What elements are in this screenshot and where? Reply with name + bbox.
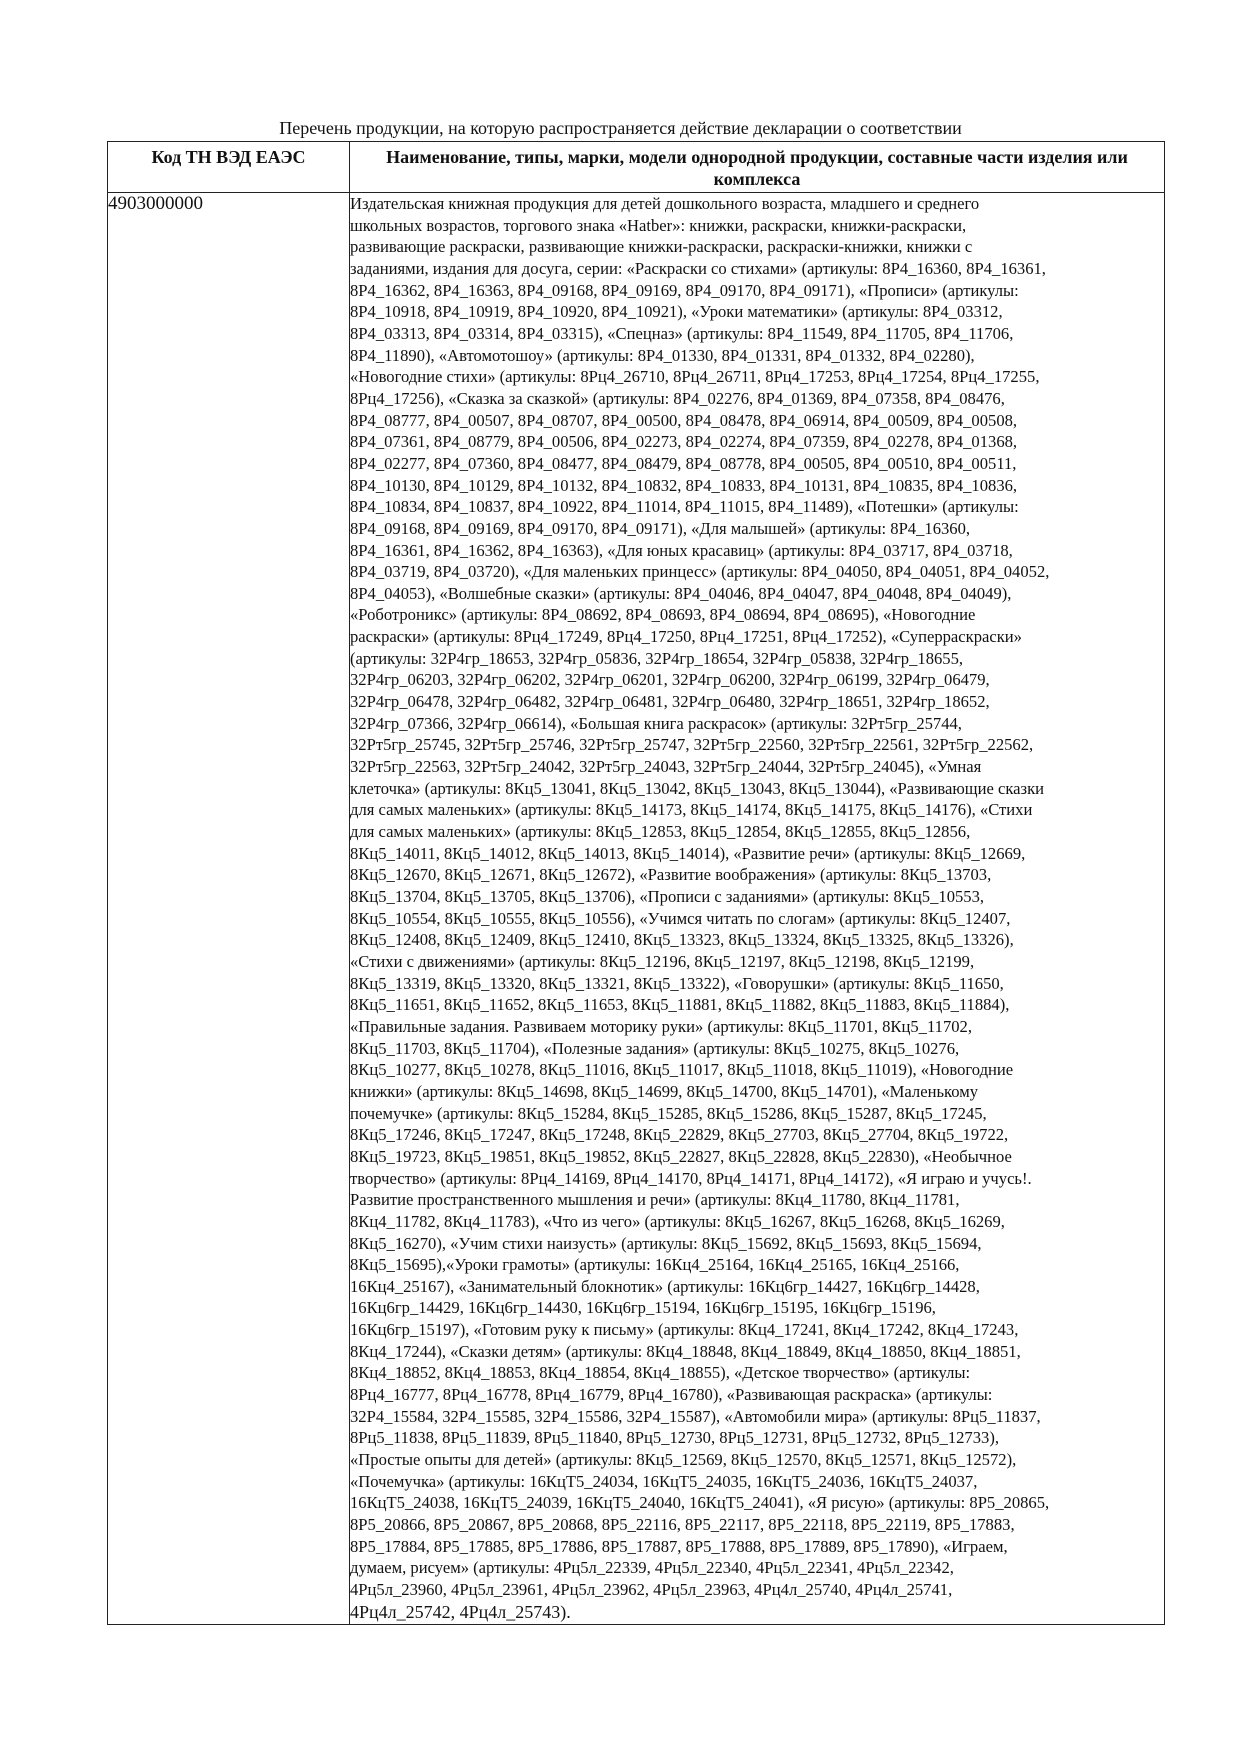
description-line: 8Кц5_13319, 8Кц5_13320, 8Кц5_13321, 8Кц5_13322), «Говорушки» (артикулы: 8Кц5_11650, bbox=[350, 973, 1004, 993]
description-line: 8Р4_04053), «Волшебные сказки» (артикулы: 8Р4_04046, 8Р4_04047, 8Р4_04048, 8Р4_04049), bbox=[350, 583, 1012, 603]
description-line: 8Р4_10918, 8Р4_10919, 8Р4_10920, 8Р4_10921), «Уроки математики» (артикулы: 8Р4_03312, bbox=[350, 302, 1003, 322]
description-line: 8Рц4_17256), «Сказка за сказкой» (артикулы: 8Р4_02276, 8Р4_01369, 8Р4_07358, 8Р4_08476, bbox=[350, 388, 1005, 408]
description-line: 8Р4_09168, 8Р4_09169, 8Р4_09170, 8Р4_09171), «Для малышей» (артикулы: 8Р4_16360, bbox=[350, 518, 971, 538]
description-line: 8Р4_07361, 8Р4_08779, 8Р4_00506, 8Р4_02273, 8Р4_02274, 8Р4_07359, 8Р4_02278, 8Р4_01368, bbox=[350, 432, 1018, 452]
description-line: 8Кц5_12408, 8Кц5_12409, 8Кц5_12410, 8Кц5_13323, 8Кц5_13324, 8Кц5_13325, 8Кц5_13326), bbox=[350, 930, 1014, 950]
description-line: 8Кц5_14011, 8Кц5_14012, 8Кц5_14013, 8Кц5_14014), «Развитие речи» (артикулы: 8Кц5_12669, bbox=[350, 843, 1026, 863]
description-line: 8Р4_03313, 8Р4_03314, 8Р4_03315), «Спецназ» (артикулы: 8Р4_11549, 8Р4_11705, 8Р4_11706, bbox=[350, 323, 1014, 343]
description-line: для самых маленьких» (артикулы: 8Кц5_14173, 8Кц5_14174, 8Кц5_14175, 8Кц5_14176), «Стихи bbox=[350, 800, 1033, 820]
description-line: 32Рт5гр_25745, 32Рт5гр_25746, 32Рт5гр_25747, 32Рт5гр_22560, 32Рт5гр_22561, 32Рт5гр_22562, bbox=[350, 735, 1034, 755]
row-code: 4903000000 bbox=[108, 193, 350, 1625]
description-line: 8Р4_10834, 8Р4_10837, 8Р4_10922, 8Р4_11014, 8Р4_11015, 8Р4_11489), «Потешки» (артикулы: bbox=[350, 497, 1019, 517]
description-line: 8Р4_10130, 8Р4_10129, 8Р4_10132, 8Р4_10832, 8Р4_10833, 8Р4_10131, 8Р4_10835, 8Р4_10836, bbox=[350, 475, 1018, 495]
description-line: клеточка» (артикулы: 8Кц5_13041, 8Кц5_13042, 8Кц5_13043, 8Кц5_13044), «Развивающие сказки bbox=[350, 778, 1045, 798]
description-line: школьных возрастов, торгового знака «Hatber»: книжки, раскраски, книжки-раскраски, bbox=[350, 215, 967, 235]
table-row bbox=[108, 193, 1165, 1625]
description-line: 32Р4_15584, 32Р4_15585, 32Р4_15586, 32Р4_15587), «Автомобили мира» (артикулы: 8Рц5_11837, bbox=[350, 1406, 1041, 1426]
description-line: (артикулы: 32Р4гр_18653, 32Р4гр_05836, 32Р4гр_18654, 32Р4гр_05838, 32Р4гр_18655, bbox=[350, 648, 964, 668]
description-line: думаем, рисуем» (артикулы: 4Рц5л_22339, 4Рц5л_22340, 4Рц5л_22341, 4Рц5л_22342, bbox=[350, 1558, 954, 1578]
table-header-row bbox=[108, 142, 1165, 193]
description-line: 4Рц4л_25742, 4Рц4л_25743). bbox=[350, 1601, 571, 1622]
description-line: 8Кц5_10277, 8Кц5_10278, 8Кц5_11016, 8Кц5_11017, 8Кц5_11018, 8Кц5_11019), «Новогодние bbox=[350, 1060, 1014, 1080]
description-line: 8Кц4_17244), «Сказки детям» (артикулы: 8Кц4_18848, 8Кц4_18849, 8Кц4_18850, 8Кц4_18851, bbox=[350, 1341, 1021, 1361]
description-line: 32Рт5гр_22563, 32Рт5гр_24042, 32Рт5гр_24043, 32Рт5гр_24044, 32Рт5гр_24045), «Умная bbox=[350, 757, 982, 777]
description-line: творчество» (артикулы: 8Рц4_14169, 8Рц4_14170, 8Рц4_14171, 8Рц4_14172), «Я играю и учусь!. bbox=[350, 1168, 1032, 1188]
description-line: 32Р4гр_07366, 32Р4гр_06614), «Большая книга раскрасок» (артикулы: 32Рт5гр_25744, bbox=[350, 713, 962, 733]
description-line: 8Кц5_17246, 8Кц5_17247, 8Кц5_17248, 8Кц5_22829, 8Кц5_27703, 8Кц5_27704, 8Кц5_19722, bbox=[350, 1125, 1009, 1145]
description-line: 8Рц4_16777, 8Рц4_16778, 8Рц4_16779, 8Рц4_16780), «Развивающая раскраска» (артикулы: bbox=[350, 1385, 993, 1405]
description-line: 8Р4_03719, 8Р4_03720), «Для маленьких принцесс» (артикулы: 8Р4_04050, 8Р4_04051, 8Р4_04052, bbox=[350, 562, 1050, 582]
description-line: 8Кц5_15695),«Уроки грамоты» (артикулы: 16Кц4_25164, 16Кц4_25165, 16Кц4_25166, bbox=[350, 1255, 960, 1275]
description-line: для самых маленьких» (артикулы: 8Кц5_12853, 8Кц5_12854, 8Кц5_12855, 8Кц5_12856, bbox=[350, 822, 971, 842]
description-line: «Роботроникс» (артикулы: 8Р4_08692, 8Р4_08693, 8Р4_08694, 8Р4_08695), «Новогодние bbox=[350, 605, 976, 625]
header-name: Наименование, типы, марки, модели однородной продукции, составные части изделия или комплекса bbox=[350, 142, 1165, 193]
description-line: 16КцТ5_24038, 16КцТ5_24039, 16КцТ5_24040, 16КцТ5_24041), «Я рисую» (артикулы: 8Р5_20865, bbox=[350, 1493, 1050, 1513]
description-line: 16Кц6гр_14429, 16Кц6гр_14430, 16Кц6гр_15194, 16Кц6гр_15195, 16Кц6гр_15196, bbox=[350, 1298, 936, 1318]
description-line: «Стихи с движениями» (артикулы: 8Кц5_12196, 8Кц5_12197, 8Кц5_12198, 8Кц5_12199, bbox=[350, 951, 975, 971]
description-line: 8Кц5_16270), «Учим стихи наизусть» (артикулы: 8Кц5_15692, 8Кц5_15693, 8Кц5_15694, bbox=[350, 1233, 982, 1253]
description-line: 8Кц5_13704, 8Кц5_13705, 8Кц5_13706), «Прописи с заданиями» (артикулы: 8Кц5_10553, bbox=[350, 887, 985, 906]
description-line: Издательская книжная продукция для детей дошкольного возраста, младшего и среднего bbox=[350, 194, 980, 213]
description-line: 8Р4_02277, 8Р4_07360, 8Р4_08477, 8Р4_08479, 8Р4_08778, 8Р4_00505, 8Р4_00510, 8Р4_00511, bbox=[350, 453, 1017, 473]
header-code: Код ТН ВЭД ЕАЭС bbox=[108, 142, 350, 193]
description-line: Развитие пространственного мышления и речи» (артикулы: 8Кц4_11780, 8Кц4_11781, bbox=[350, 1190, 960, 1210]
description-line: 8Кц5_11703, 8Кц5_11704), «Полезные задания» (артикулы: 8Кц5_10275, 8Кц5_10276, bbox=[350, 1038, 960, 1058]
description-line: 32Р4гр_06203, 32Р4гр_06202, 32Р4гр_06201, 32Р4гр_06200, 32Р4гр_06199, 32Р4гр_06479, bbox=[350, 670, 990, 690]
description-line: 8Р5_20866, 8Р5_20867, 8Р5_20868, 8Р5_22116, 8Р5_22117, 8Р5_22118, 8Р5_22119, 8Р5_17883, bbox=[350, 1515, 1015, 1535]
description-line: заданиями, издания для досуга, серии: «Раскраски со стихами» (артикулы: 8Р4_16360, 8Р4_16361, bbox=[350, 258, 1046, 278]
description-line: 8Р4_08777, 8Р4_00507, 8Р4_08707, 8Р4_00500, 8Р4_08478, 8Р4_06914, 8Р4_00509, 8Р4_00508, bbox=[350, 410, 1018, 430]
description-line: раскраски» (артикулы: 8Рц4_17249, 8Рц4_17250, 8Рц4_17251, 8Рц4_17252), «Суперраскраски» bbox=[350, 627, 1022, 647]
row-description bbox=[350, 193, 1165, 1625]
description-line: развивающие раскраски, развивающие книжки-раскраски, раскраски-книжки, книжки с bbox=[350, 237, 973, 257]
description-line: 8Р4_16361, 8Р4_16362, 8Р4_16363), «Для юных красавиц» (артикулы: 8Р4_03717, 8Р4_03718, bbox=[350, 540, 1013, 560]
description-line: 8Кц5_19723, 8Кц5_19851, 8Кц5_19852, 8Кц5_22827, 8Кц5_22828, 8Кц5_22830), «Необычное bbox=[350, 1146, 1012, 1166]
description-line: 8Р5_17884, 8Р5_17885, 8Р5_17886, 8Р5_17887, 8Р5_17888, 8Р5_17889, 8Р5_17890), «Играем, bbox=[350, 1536, 1008, 1556]
description-line: «Новогодние стихи» (артикулы: 8Рц4_26710, 8Рц4_26711, 8Рц4_17253, 8Рц4_17254, 8Рц4_17255, bbox=[350, 367, 1040, 387]
description-line: «Почемучка» (артикулы: 16КцТ5_24034, 16КцТ5_24035, 16КцТ5_24036, 16КцТ5_24037, bbox=[350, 1471, 978, 1491]
description-line: 16Кц4_25167), «Занимательный блокнотик» (артикулы: 16Кц6гр_14427, 16Кц6гр_14428, bbox=[350, 1276, 980, 1296]
document-title: Перечень продукции, на которую распространяется действие декларации о соответствии bbox=[279, 118, 962, 138]
description-line: 8Рц5_11838, 8Рц5_11839, 8Рц5_11840, 8Рц5_12730, 8Рц5_12731, 8Рц5_12732, 8Рц5_12733), bbox=[350, 1428, 999, 1448]
description-line: 8Р4_11890), «Автомотошоу» (артикулы: 8Р4_01330, 8Р4_01331, 8Р4_01332, 8Р4_02280), bbox=[350, 345, 975, 365]
description-line: 8Кц5_11651, 8Кц5_11652, 8Кц5_11653, 8Кц5_11881, 8Кц5_11882, 8Кц5_11883, 8Кц5_11884), bbox=[350, 995, 1010, 1015]
description-line: 8Р4_16362, 8Р4_16363, 8Р4_09168, 8Р4_09169, 8Р4_09170, 8Р4_09171), «Прописи» (артикулы: bbox=[350, 280, 1019, 300]
description-line: 8Кц4_11782, 8Кц4_11783), «Что из чего» (артикулы: 8Кц5_16267, 8Кц5_16268, 8Кц5_16269, bbox=[350, 1211, 1005, 1231]
description-line: «Правильные задания. Развиваем моторику руки» (артикулы: 8Кц5_11701, 8Кц5_11702, bbox=[350, 1016, 972, 1036]
description-line: книжки» (артикулы: 8Кц5_14698, 8Кц5_14699, 8Кц5_14700, 8Кц5_14701), «Маленькому bbox=[350, 1081, 979, 1101]
description-line: почемучке» (артикулы: 8Кц5_15284, 8Кц5_15285, 8Кц5_15286, 8Кц5_15287, 8Кц5_17245, bbox=[350, 1103, 987, 1123]
description-line: 32Р4гр_06478, 32Р4гр_06482, 32Р4гр_06481, 32Р4гр_06480, 32Р4гр_18651, 32Р4гр_18652, bbox=[350, 692, 990, 712]
description-line: «Простые опыты для детей» (артикулы: 8Кц5_12569, 8Кц5_12570, 8Кц5_12571, 8Кц5_12572), bbox=[350, 1450, 1017, 1470]
description-line: 16Кц6гр_15197), «Готовим руку к письму» (артикулы: 8Кц4_17241, 8Кц4_17242, 8Кц4_17243, bbox=[350, 1320, 1019, 1340]
description-line: 8Кц4_18852, 8Кц4_18853, 8Кц4_18854, 8Кц4_18855), «Детское творчество» (артикулы: bbox=[350, 1363, 971, 1383]
description-line: 8Кц5_12670, 8Кц5_12671, 8Кц5_12672), «Развитие воображения» (артикулы: 8Кц5_13703, bbox=[350, 865, 992, 885]
description-line: 8Кц5_10554, 8Кц5_10555, 8Кц5_10556), «Учимся читать по слогам» (артикулы: 8Кц5_12407, bbox=[350, 908, 1011, 928]
declaration-table bbox=[107, 141, 1165, 1625]
description-line: 4Рц5л_23960, 4Рц5л_23961, 4Рц5л_23962, 4Рц5л_23963, 4Рц4л_25740, 4Рц4л_25741, bbox=[350, 1580, 953, 1599]
